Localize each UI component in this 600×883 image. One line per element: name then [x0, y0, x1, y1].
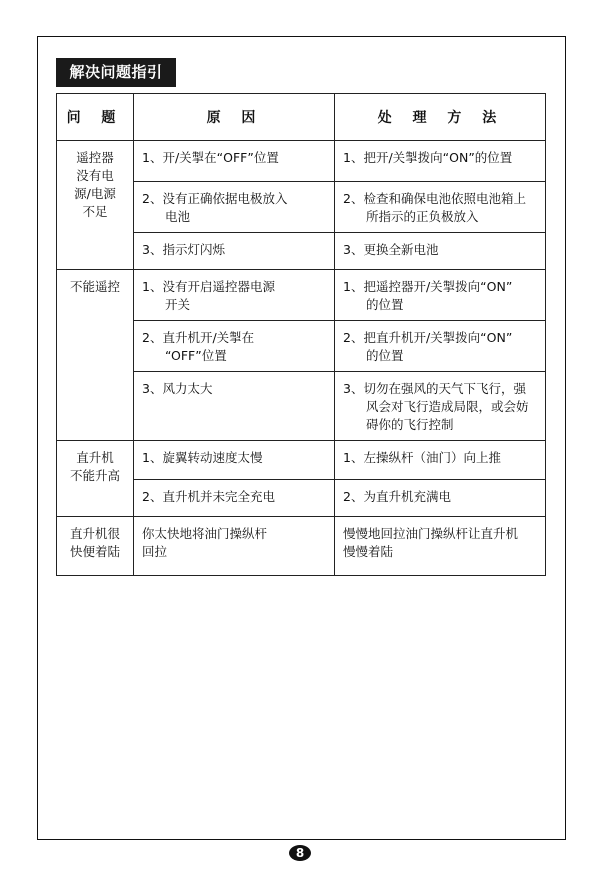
- table-row: [57, 517, 546, 576]
- problem-text: 直升机: [76, 450, 114, 465]
- solution-cell: [335, 321, 546, 372]
- cause-text: 3、风力太大: [142, 381, 213, 396]
- cause-cell: [134, 270, 335, 321]
- solution-cell: [335, 480, 546, 517]
- solution-text: 2、把直升机开/关掣拨向“ON”: [343, 330, 513, 345]
- solution-cell: [335, 141, 546, 182]
- table-row: [57, 441, 546, 480]
- solution-cell: [335, 182, 546, 233]
- cause-text: 2、没有正确依据电极放入: [142, 191, 288, 206]
- solution-cell: [335, 441, 546, 480]
- solution-text: 慢慢着陆: [343, 544, 394, 559]
- problem-text: 不能遥控: [69, 279, 120, 294]
- cause-cell: [134, 372, 335, 441]
- problem-cell: [57, 441, 134, 517]
- solution-text: 慢慢地回拉油门操纵杆让直升机: [343, 526, 519, 541]
- problem-text: 快便着陆: [69, 544, 120, 559]
- solution-text: 3、切勿在强风的天气下飞行，强: [343, 381, 526, 396]
- problem-cell: [57, 141, 134, 270]
- solution-text: 1、左操纵杆（油门）向上推: [343, 450, 501, 465]
- solution-text: 1、把遥控器开/关掣拨向“ON”: [343, 279, 513, 294]
- table-row: [57, 141, 546, 182]
- cause-text: 1、开/关掣在“OFF”位置: [142, 150, 279, 165]
- cause-text: 电池: [165, 209, 191, 224]
- solution-text: 碍你的飞行控制: [366, 417, 454, 432]
- table-row: [57, 270, 546, 321]
- problem-text: 遥控器: [76, 150, 114, 165]
- problem-cell: [57, 270, 134, 441]
- cause-cell: [134, 517, 335, 576]
- cause-cell: [134, 441, 335, 480]
- cause-cell: [134, 182, 335, 233]
- header-cause: 原 因: [134, 94, 335, 141]
- cause-cell: [134, 141, 335, 182]
- solution-text: 的位置: [366, 348, 404, 363]
- cause-cell: [134, 233, 335, 270]
- solution-cell: [335, 372, 546, 441]
- solution-text: 2、检查和确保电池依照电池箱上: [343, 191, 526, 206]
- table-header-row: [57, 94, 546, 141]
- solution-text: 风会对飞行造成局限，或会妨: [366, 399, 529, 414]
- page-number: 8: [289, 845, 311, 861]
- cause-text: 开关: [165, 297, 191, 312]
- solution-cell: [335, 517, 546, 576]
- solution-text: 1、把开/关掣拨向“ON”的位置: [343, 150, 513, 165]
- troubleshooting-table: [56, 93, 546, 576]
- cause-text: 回拉: [142, 544, 168, 559]
- cause-cell: [134, 321, 335, 372]
- cause-text: 1、没有开启遥控器电源: [142, 279, 275, 294]
- cause-text: 1、旋翼转动速度太慢: [142, 450, 263, 465]
- cause-text: 你太快地将油门操纵杆: [142, 526, 268, 541]
- solution-text: 3、更换全新电池: [343, 242, 439, 257]
- problem-text: 不足: [82, 204, 108, 219]
- cause-text: 2、直升机并未完全充电: [142, 489, 275, 504]
- solution-text: 的位置: [366, 297, 404, 312]
- header-solution: 处 理 方 法: [335, 94, 546, 141]
- header-problem: 问 题: [57, 94, 134, 141]
- problem-text: 源/电源: [74, 186, 116, 201]
- solution-text: 所指示的正负极放入: [366, 209, 479, 224]
- solution-cell: [335, 270, 546, 321]
- section-title: 解决问题指引: [56, 58, 176, 87]
- problem-text: 不能升高: [69, 468, 120, 483]
- problem-text: 直升机很: [69, 526, 120, 541]
- solution-text: 2、为直升机充满电: [343, 489, 451, 504]
- cause-text: 2、直升机开/关掣在: [142, 330, 255, 345]
- problem-cell: [57, 517, 134, 576]
- solution-cell: [335, 233, 546, 270]
- cause-text: 3、指示灯闪烁: [142, 242, 225, 257]
- problem-text: 没有电: [76, 168, 114, 183]
- cause-text: “OFF”位置: [165, 348, 227, 363]
- cause-cell: [134, 480, 335, 517]
